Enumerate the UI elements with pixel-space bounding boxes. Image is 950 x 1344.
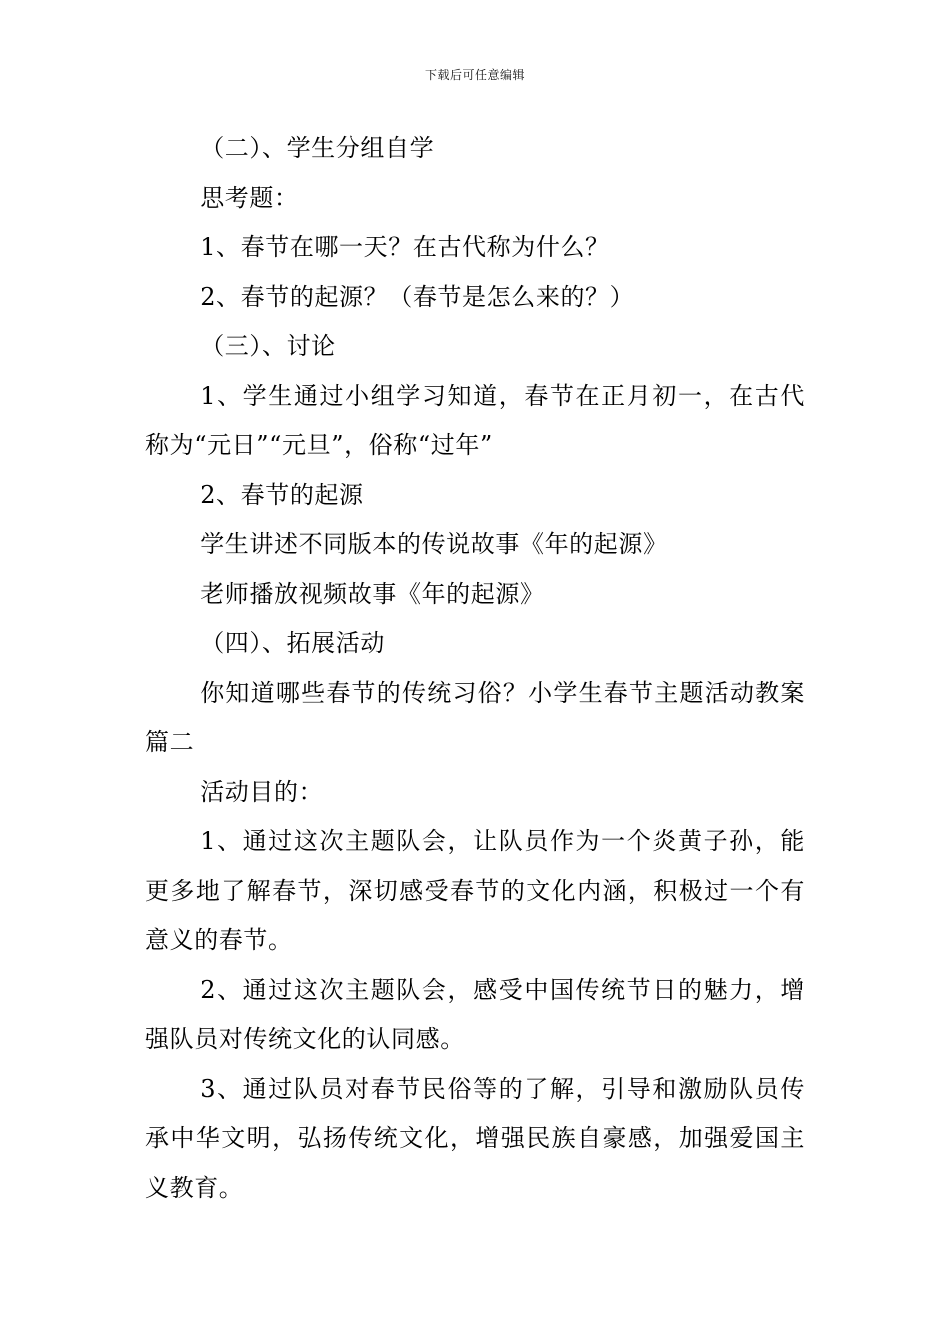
paragraph: 你知道哪些春节的传统习俗？小学生春节主题活动教案篇二 bbox=[145, 678, 805, 756]
paragraph: 思考题： bbox=[200, 183, 299, 212]
section-heading: （四）、拓展活动 bbox=[200, 629, 385, 657]
objective-item: 3、通过队员对春节民俗等的了解，引导和激励队员传承中华文明，弘扬传统文化，增强民族自豪感，加强爱国主义教育。 bbox=[145, 1074, 805, 1202]
paragraph: 学生讲述不同版本的传说故事《年的起源》 bbox=[200, 530, 668, 558]
paragraph: 老师播放视频故事《年的起源》 bbox=[200, 579, 545, 608]
document-body bbox=[145, 124, 805, 1213]
section-heading: （二）、学生分组自学 bbox=[200, 134, 435, 162]
objective-item: 2、通过这次主题队会，感受中国传统节日的魅力，增强队员对传统文化的认同感。 bbox=[145, 975, 805, 1053]
question-item: 2、春节的起源？（春节是怎么来的？） bbox=[200, 282, 635, 311]
paragraph: 活动目的： bbox=[200, 777, 324, 806]
objective-item: 1、通过这次主题队会，让队员作为一个炎黄子孙，能更多地了解春节，深切感受春节的文化内涵，积极过一个有意义的春节。 bbox=[145, 827, 805, 954]
header-note: 下载后可任意编辑 bbox=[424, 68, 525, 82]
paragraph: 1、学生通过小组学习知道，春节在正月初一，在古代称为“元日”“元旦”，俗称“过年” bbox=[145, 381, 805, 459]
section-heading: （三）、讨论 bbox=[200, 332, 336, 360]
question-item: 1、春节在哪一天？在古代称为什么？ bbox=[200, 233, 610, 261]
paragraph: 2、春节的起源 bbox=[200, 480, 364, 509]
